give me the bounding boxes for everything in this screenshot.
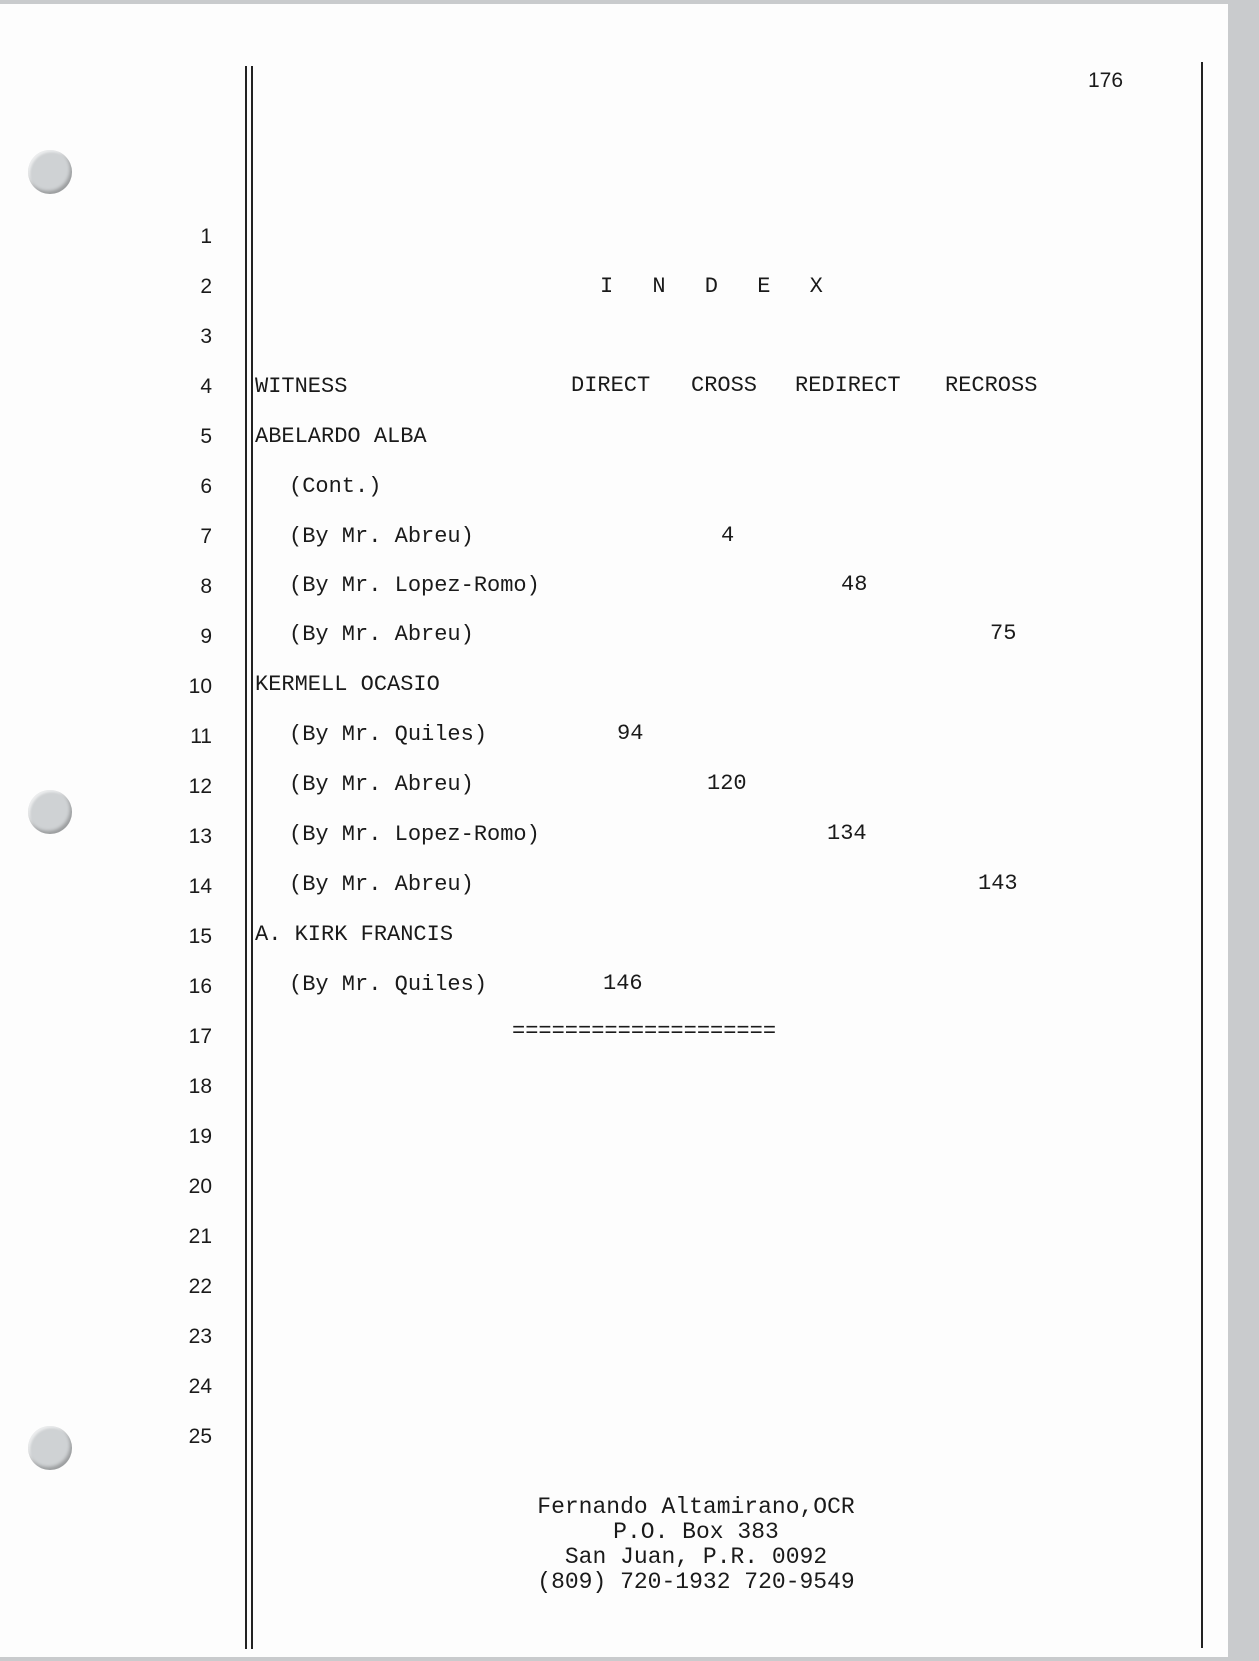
right-margin-rule [1201,62,1203,1648]
line-number: 9 [200,625,212,648]
examiner-label: (By Mr. Abreu) [289,524,474,549]
column-header-witness: WITNESS [255,374,348,399]
line-number: 23 [188,1325,212,1348]
witness-name: KERMELL OCASIO [255,672,440,697]
recross-page-ref: 143 [978,871,1018,896]
binder-hole-bottom [28,1426,72,1470]
line-number: 24 [188,1375,212,1398]
redirect-page-ref: 48 [841,572,868,597]
line-number: 12 [188,775,212,798]
line-number: 20 [188,1175,212,1198]
line-number: 13 [188,825,212,848]
line-number: 18 [188,1075,212,1098]
left-margin-rule-inner [251,66,253,1649]
examiner-label: (By Mr. Abreu) [289,772,474,797]
cross-page-ref: 4 [721,523,735,548]
reporter-phone: (809) 720-1932 720-9549 [537,1569,855,1595]
line-number: 21 [188,1225,212,1248]
line-number: 15 [188,925,212,948]
line-number: 17 [188,1025,212,1048]
redirect-page-ref: 134 [827,821,867,846]
witness-name: ABELARDO ALBA [255,424,427,449]
line-number: 25 [188,1425,212,1448]
transcript-page [0,4,1228,1657]
page-number: 176 [1088,69,1124,92]
examiner-label: (By Mr. Quiles) [289,722,488,747]
binder-hole-top [28,150,72,194]
line-number: 7 [200,525,212,548]
line-number: 6 [200,475,212,498]
examiner-label: (By Mr. Abreu) [289,872,474,897]
cross-page-ref: 120 [707,771,747,796]
left-margin-rule-outer [245,66,247,1649]
index-separator: ==================== [512,1019,777,1044]
line-number: 8 [200,575,212,598]
column-header-redirect: REDIRECT [795,373,901,398]
direct-page-ref: 146 [603,971,643,996]
reporter-footer [496,1495,896,1595]
line-number: 2 [200,275,212,298]
line-number: 11 [190,725,212,748]
reporter-name: Fernando Altamirano,OCR [537,1494,855,1520]
recross-page-ref: 75 [990,621,1017,646]
witness-name: A. KIRK FRANCIS [255,922,454,947]
line-number: 1 [200,225,212,248]
column-header-recross: RECROSS [945,373,1038,398]
reporter-city: San Juan, P.R. 0092 [564,1544,828,1570]
index-title: I N D E X [600,274,836,299]
reporter-address: P.O. Box 383 [613,1519,779,1545]
direct-page-ref: 94 [617,721,644,746]
continued-label: (Cont.) [289,474,382,499]
line-number: 4 [200,375,212,398]
line-number: 5 [200,425,212,448]
line-number: 14 [188,875,212,898]
line-number: 22 [188,1275,212,1298]
line-number: 10 [188,675,212,698]
line-number: 3 [200,325,212,348]
examiner-label: (By Mr. Abreu) [289,622,474,647]
examiner-label: (By Mr. Lopez-Romo) [289,573,540,598]
line-number: 19 [188,1125,212,1148]
binder-hole-middle [28,790,72,834]
examiner-label: (By Mr. Quiles) [289,972,488,997]
line-number: 16 [188,975,212,998]
column-header-direct: DIRECT [571,373,651,398]
column-header-cross: CROSS [691,373,758,398]
examiner-label: (By Mr. Lopez-Romo) [289,822,540,847]
